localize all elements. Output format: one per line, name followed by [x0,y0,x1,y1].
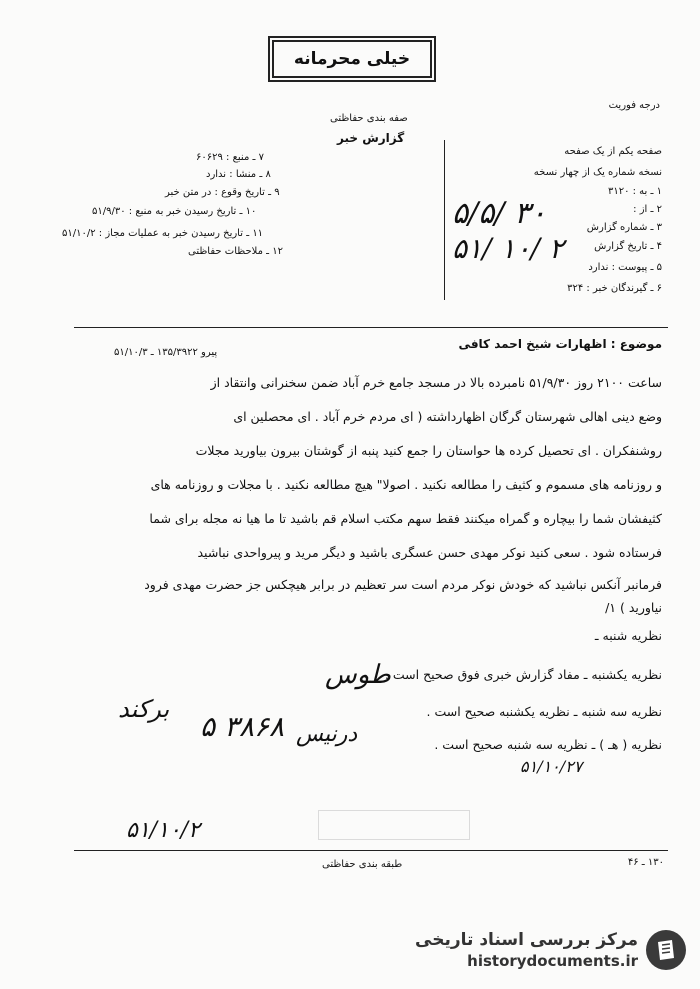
body-line: نیاورید ) ۱/ [605,600,662,615]
body-line: فرستاده شود . سعی کنید نوکر مهدی حسن عسگری باشید و دیگر مرید و پیرواحدی نباشید [197,545,662,560]
header-divider [444,140,445,300]
field-from: ۲ ـ از : [633,204,662,215]
reference-number: پیرو ۱۳۵/۳۹۲۲ ـ ۵۱/۱۰/۳ [114,347,218,358]
report-title: گزارش خبر [337,131,405,145]
field-attachment: ۵ ـ پیوست : ندارد [588,262,662,273]
classification-stamp: خیلی محرمانه [272,40,432,78]
field-page-count: صفحه یکم از یک صفحه [564,146,662,157]
field-copy-number: نسخه شماره یک از چهار نسخه [533,167,662,178]
subject-rule [74,327,668,328]
urgency-label: درجه فوریت [608,100,660,111]
opinion-line: نظریه یکشنبه ـ مفاد گزارش خبری فوق صحیح است . [384,667,662,682]
signature-2: درنیس [296,722,358,747]
body-line: روشنفکران . ای تحصیل کرده ها حواستان را جمع کنید پنبه از گوشتان بیرون بیاورید مجلات [195,443,662,458]
field-security-notes: ۱۲ ـ ملاحظات حفاظتی [188,246,283,257]
field-report-date: ۴ ـ تاریخ گزارش [594,241,662,252]
handwritten-number: ۵ ۳۸۶۸ [200,710,285,743]
field-receipt-date-source: ۱۰ ـ تاریخ رسیدن خبر به منبع : ۵۱/۹/۳۰ [92,206,257,217]
body-line: ساعت ۲۱۰۰ روز ۵۱/۹/۳۰ نامبرده بالا در مسجد جامع خرم آباد ضمن سخنرانی وانتقاد از [210,375,662,390]
subject-line: موضوع : اظهارات شیخ احمد کافی [458,337,662,351]
handwritten-date-bottom: ۵۱/۱۰/۲ [126,818,200,843]
handwritten-report-date: ۵۱/ ۱۰/ ۲ [452,232,564,265]
body-line: کثیفشان شما را بیچاره و گمراه میکنند فقط سهم مکتب اسلام قم باشید تا ما هیا نه مجله برای شما [149,511,662,526]
body-line: وضع دینی اهالی شهرستان گرگان اظهارداشته ( ای مردم خرم آباد . ای محصلین ای [233,409,662,424]
body-line: و روزنامه های مسموم و کثیف را مطالعه نکنید . اصولا" هیچ مطالعه نکنید . با مجلات و روزنامه های [150,477,662,492]
field-occurrence-date: ۹ ـ تاریخ وقوع : در متن خبر [165,187,280,198]
footer-rule [74,850,668,851]
footer-classification: طبقه بندی حفاظتی [322,859,403,870]
handwritten-report-number: ۵/۵/ ۳۰ [452,196,547,231]
field-origin: ۸ ـ منشا : ندارد [206,169,271,180]
field-source: ۷ ـ منبع : ۶۰۶۲۹ [196,152,264,163]
form-number: ۱۳۰ ـ ۴۶ [627,857,664,868]
body-line: فرمانبر آنکس نباشید که خودش نوکر مردم است سر تعظیم در برابر هیچکس جز حضرت مهدی فرود [144,577,662,592]
watermark-name: مرکز بررسی اسناد تاریخی [415,930,638,950]
field-report-number: ۳ ـ شماره گزارش [586,222,662,233]
watermark-url: historydocuments.ir [467,952,638,970]
classification-label: صفه بندی حفاظتی [330,113,408,124]
faded-stamp [318,810,470,840]
opinion-line: نظریه ( هـ ) ـ نظریه سه شنبه صحیح است . [434,737,662,752]
signature-1: طوس [325,660,391,690]
field-receipt-date-ops: ۱۱ ـ تاریخ رسیدن خبر به عملیات مجاز : ۵۱/۱۰/۲ [62,228,264,239]
signature-3: برکند [118,695,170,723]
opinion-line: نظریه سه شنبه ـ نظریه یکشنبه صحیح است . [426,704,662,719]
archive-logo-icon [646,930,686,970]
field-to: ۱ ـ به : ۳۱۲۰ [607,186,662,197]
opinion-line: نظریه شنبه ـ [594,628,662,643]
handwritten-date-mid: ۵۱/۱۰/۲۷ [520,757,583,776]
field-recipients: ۶ ـ گیرندگان خبر : ۳۲۴ [567,283,662,294]
